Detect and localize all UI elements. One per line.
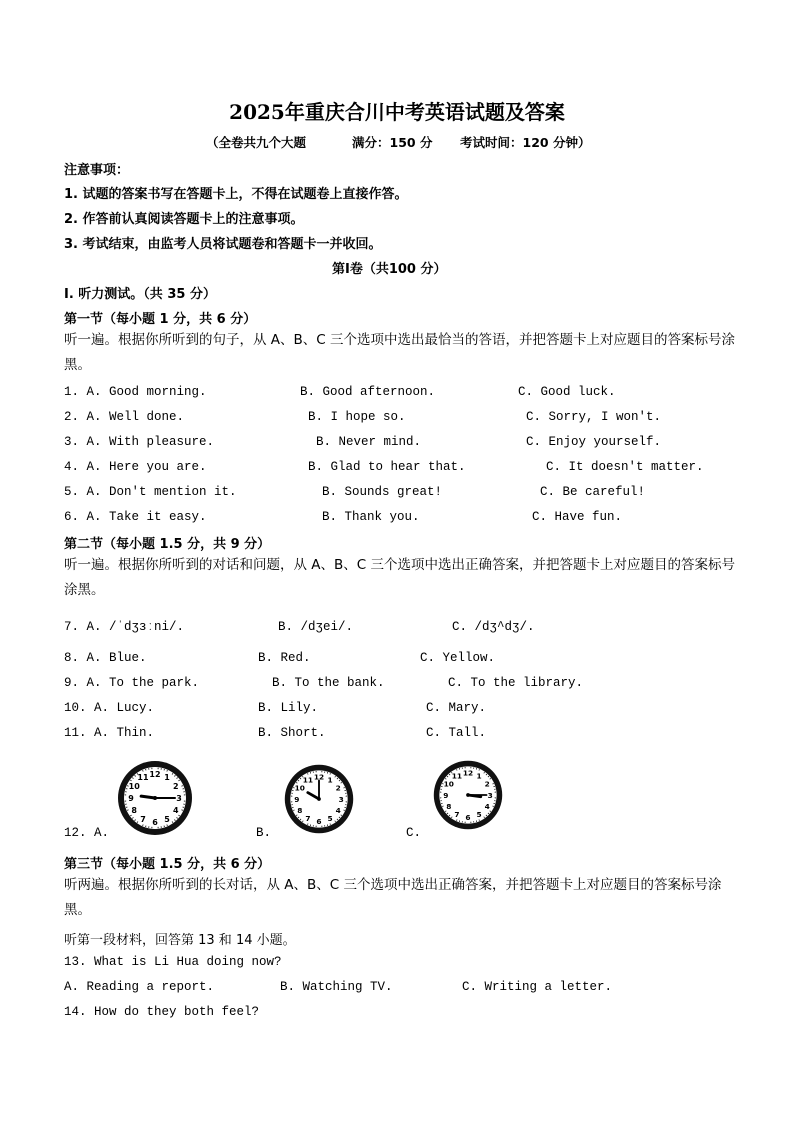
svg-text:5: 5: [476, 809, 482, 819]
svg-text:3: 3: [487, 790, 493, 800]
q13-option-c: C. Writing a letter.: [462, 980, 613, 994]
q2-option-b: B. I hope so.: [308, 410, 406, 424]
page-title: 2025年重庆合川中考英语试题及答案: [229, 100, 565, 124]
subtitle-time: 考试时间：120 分钟）: [460, 135, 591, 150]
q10-option-c: C. Mary.: [426, 701, 487, 715]
svg-text:10: 10: [294, 783, 305, 793]
q1-option-b: B. Good afternoon.: [300, 385, 436, 399]
q10-option-b: B. Lily.: [258, 701, 319, 715]
svg-text:6: 6: [316, 816, 322, 826]
svg-text:4: 4: [335, 805, 341, 815]
svg-text:1: 1: [476, 771, 482, 781]
q1-option-a: 1. A. Good morning.: [64, 385, 207, 399]
q12-option-c: C.: [406, 826, 422, 840]
svg-text:7: 7: [305, 813, 311, 823]
q7-option-a: 7. A. /ˈdʒɜːni/.: [64, 620, 185, 634]
q9-option-a: 9. A. To the park.: [64, 676, 200, 690]
volume-heading: 第Ⅰ卷（共100 分）: [332, 262, 447, 277]
clock-icon-b: [282, 762, 356, 836]
svg-text:11: 11: [302, 775, 314, 785]
svg-text:12: 12: [313, 772, 325, 782]
section3-instruction: 听两遍。根据你所听到的长对话，从 A、B、C 三个选项中选出正确答案，并把答题卡上对应题目的答案标号涂黑。: [64, 877, 722, 918]
svg-text:8: 8: [131, 806, 138, 815]
q5-option-b: B. Sounds great!: [322, 485, 443, 499]
q8-option-b: B. Red.: [258, 651, 311, 665]
q13-option-b: B. Watching TV.: [280, 980, 393, 994]
section1-instruction: 听一遍。根据你所听到的句子，从 A、B、C 三个选项中选出最恰当的答语，并把答题卡上对应题目的答案标号涂黑。: [64, 332, 736, 373]
svg-text:9: 9: [443, 790, 449, 800]
q13-option-a: A. Reading a report.: [64, 980, 215, 994]
svg-text:5: 5: [327, 813, 333, 823]
svg-text:6: 6: [152, 818, 158, 827]
svg-text:4: 4: [484, 801, 490, 811]
q11-option-b: B. Short.: [258, 726, 326, 740]
q3-option-c: C. Enjoy yourself.: [526, 435, 662, 449]
q2-option-c: C. Sorry, I won't.: [526, 410, 662, 424]
q4-option-c: C. It doesn't matter.: [546, 460, 704, 474]
subtitle-score: 满分：150 分: [352, 135, 433, 150]
subtitle-total: （全卷共九个大题: [206, 135, 307, 150]
svg-text:7: 7: [454, 809, 460, 819]
svg-text:8: 8: [297, 805, 303, 815]
section3-heading: 第三节（每小题 1.5 分，共 6 分）: [64, 857, 271, 872]
clock-icon-c: [431, 758, 505, 832]
q6-option-c: C. Have fun.: [532, 510, 623, 524]
q12-option-a: 12. A.: [64, 826, 110, 840]
svg-text:10: 10: [128, 782, 140, 791]
svg-text:3: 3: [176, 794, 182, 803]
svg-text:1: 1: [327, 775, 333, 785]
note-item: 3. 考试结束，由监考人员将试题卷和答题卡一并收回。: [64, 237, 382, 252]
q11-option-a: 11. A. Thin.: [64, 726, 155, 740]
note-item: 2. 作答前认真阅读答题卡上的注意事项。: [64, 212, 304, 227]
svg-text:3: 3: [338, 794, 344, 804]
q9-option-c: C. To the library.: [448, 676, 584, 690]
svg-text:4: 4: [172, 806, 179, 815]
q8-option-c: C. Yellow.: [420, 651, 496, 665]
q2-option-a: 2. A. Well done.: [64, 410, 185, 424]
svg-text:2: 2: [484, 779, 490, 789]
q7-option-c: C. /dʒ^dʒ/.: [452, 620, 535, 634]
clock-icon-a: [115, 758, 195, 838]
q4-option-a: 4. A. Here you are.: [64, 460, 207, 474]
svg-text:11: 11: [137, 773, 149, 783]
svg-text:7: 7: [140, 814, 146, 824]
svg-text:12: 12: [462, 768, 474, 778]
svg-text:10: 10: [443, 779, 454, 789]
q1-option-c: C. Good luck.: [518, 385, 616, 399]
svg-text:9: 9: [294, 794, 300, 804]
svg-text:6: 6: [465, 812, 471, 822]
q12-option-b: B.: [256, 826, 272, 840]
section2-heading: 第二节（每小题 1.5 分，共 9 分）: [64, 537, 271, 552]
svg-text:11: 11: [451, 771, 463, 781]
q13-question: 13. What is Li Hua doing now?: [64, 955, 282, 969]
q3-option-b: B. Never mind.: [316, 435, 422, 449]
q5-option-c: C. Be careful!: [540, 485, 646, 499]
q7-option-b: B. /dʒei/.: [278, 620, 354, 634]
q8-option-a: 8. A. Blue.: [64, 651, 147, 665]
svg-text:1: 1: [164, 773, 170, 783]
section3-material: 听第一段材料，回答第 13 和 14 小题。: [64, 933, 296, 948]
q11-option-c: C. Tall.: [426, 726, 487, 740]
svg-text:8: 8: [446, 801, 452, 811]
q9-option-b: B. To the bank.: [272, 676, 385, 690]
note-item: 1. 试题的答案书写在答题卡上，不得在试题卷上直接作答。: [64, 187, 408, 202]
svg-text:12: 12: [149, 770, 161, 779]
q6-option-a: 6. A. Take it easy.: [64, 510, 207, 524]
svg-text:5: 5: [164, 814, 170, 824]
q5-option-a: 5. A. Don't mention it.: [64, 485, 237, 499]
q4-option-b: B. Glad to hear that.: [308, 460, 466, 474]
section2-instruction: 听一遍。根据你所听到的对话和问题，从 A、B、C 三个选项中选出正确答案，并把答题卡上对应题目的答案标号涂黑。: [64, 557, 736, 598]
q10-option-a: 10. A. Lucy.: [64, 701, 155, 715]
part1-heading: I. 听力测试。（共 35 分）: [64, 287, 216, 302]
q3-option-a: 3. A. With pleasure.: [64, 435, 215, 449]
notes-heading: 注意事项：: [64, 163, 130, 178]
q6-option-b: B. Thank you.: [322, 510, 420, 524]
svg-text:2: 2: [172, 782, 179, 791]
section1-heading: 第一节（每小题 1 分，共 6 分）: [64, 312, 257, 327]
svg-text:9: 9: [128, 794, 134, 803]
q14-question: 14. How do they both feel?: [64, 1005, 260, 1019]
svg-text:2: 2: [335, 783, 341, 793]
